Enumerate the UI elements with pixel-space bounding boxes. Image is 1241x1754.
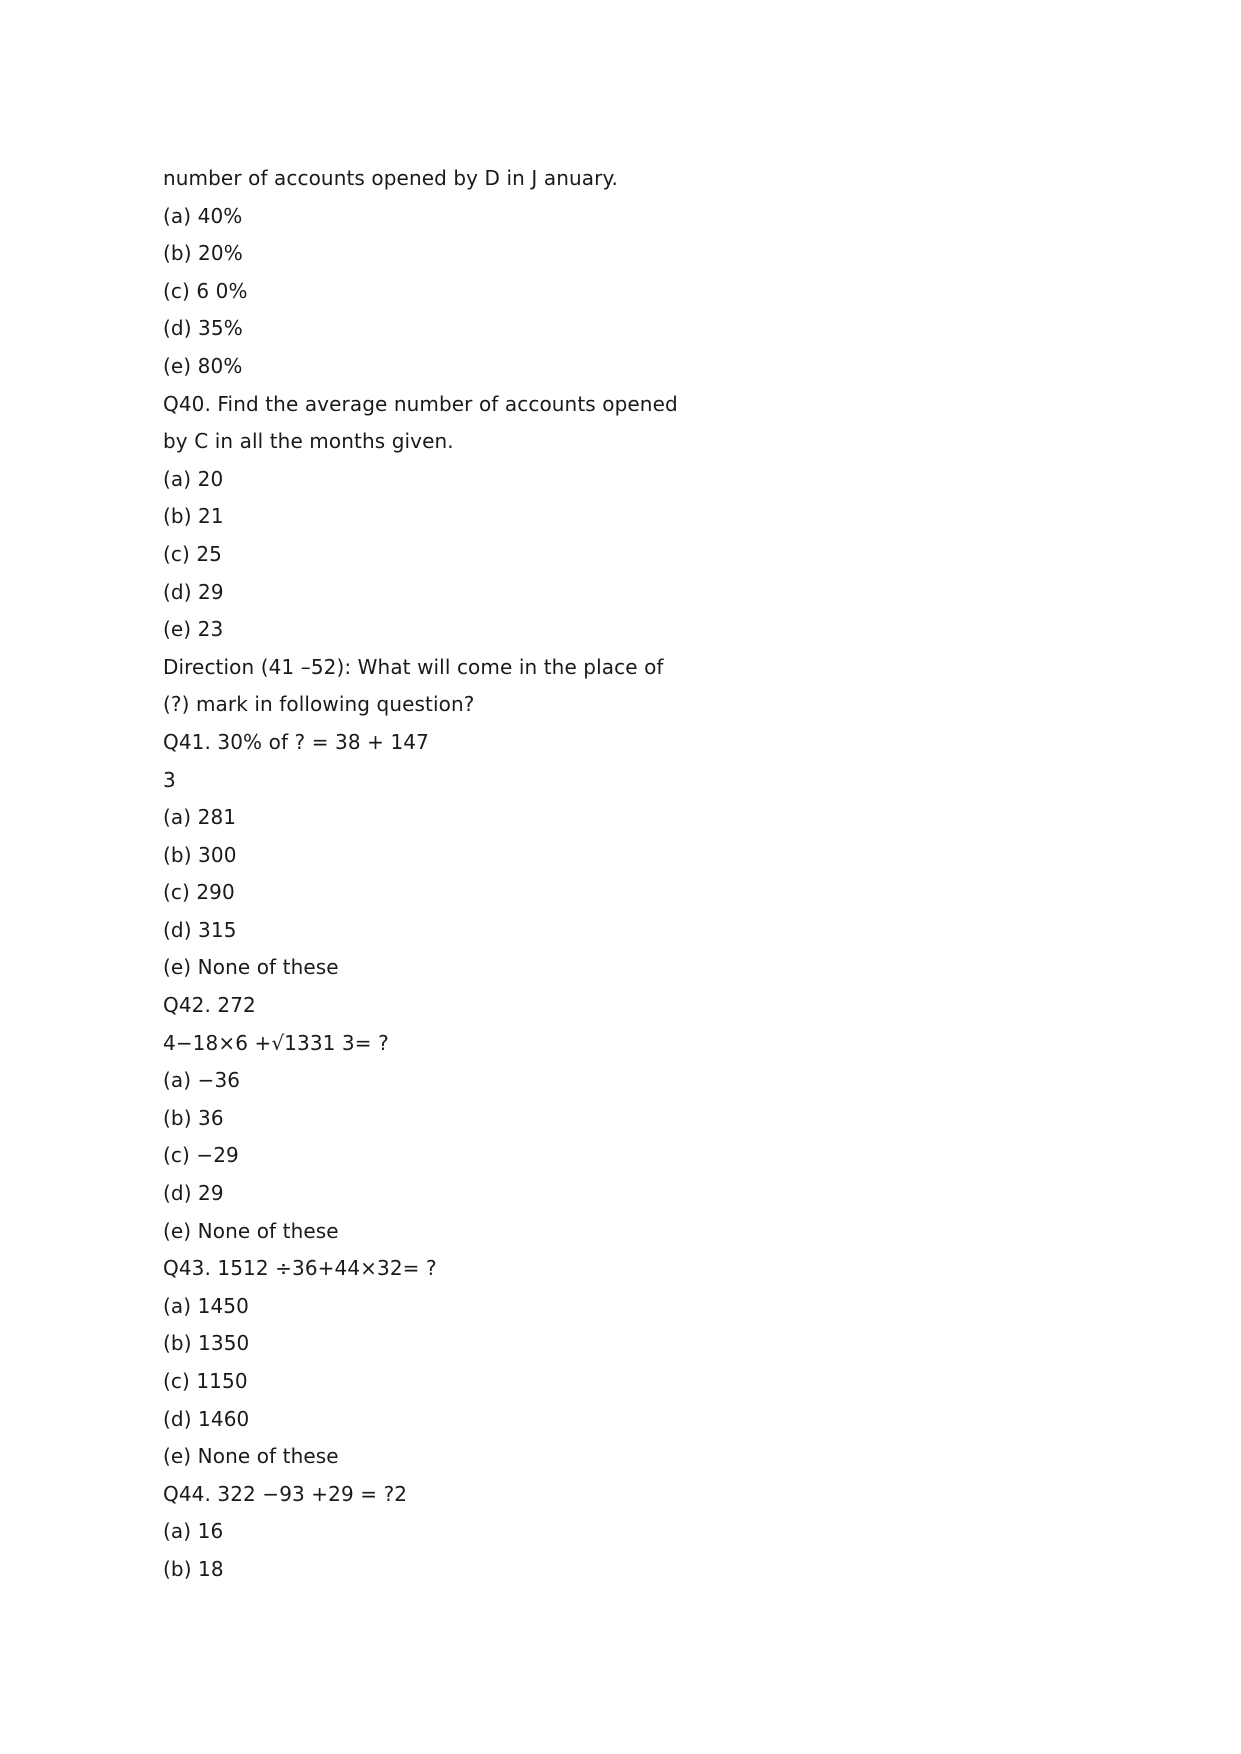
text-line: Q42. 272	[163, 993, 256, 1018]
text-line: Q43. 1512 ÷36+44×32= ?	[163, 1256, 437, 1281]
text-line: 4−18×6 +√1331 3= ?	[163, 1030, 389, 1055]
text-line: (d) 29	[163, 579, 224, 604]
text-line: (a) 16	[163, 1519, 224, 1544]
text-line: (b) 20%	[163, 241, 243, 266]
text-line: (b) 1350	[163, 1331, 250, 1356]
text-line: (a) −36	[163, 1068, 241, 1093]
text-line: (b) 300	[163, 842, 237, 867]
text-line: number of accounts opened by D in J anuary.	[163, 166, 618, 190]
text-line: by C in all the months given.	[163, 429, 454, 454]
text-line: (b) 21	[163, 504, 224, 529]
text-line: Q41. 30% of ? = 38 + 147	[163, 729, 429, 754]
text-line: (d) 1460	[163, 1406, 250, 1431]
document-body	[163, 160, 678, 1589]
text-line: (e) 80%	[163, 353, 243, 378]
text-line: (c) 6 0%	[163, 278, 248, 303]
text-line: (e) None of these	[163, 955, 339, 980]
text-line: (?) mark in following question?	[163, 692, 475, 717]
text-line: (c) 1150	[163, 1369, 248, 1393]
text-line: (d) 29	[163, 1181, 224, 1206]
text-line: (b) 36	[163, 1105, 224, 1130]
text-line: (e) None of these	[163, 1218, 339, 1243]
text-line: 3	[163, 767, 176, 792]
text-line: (d) 315	[163, 917, 237, 942]
text-line: (c) 25	[163, 541, 223, 566]
text-line: (a) 40%	[163, 203, 243, 228]
text-line: (b) 18	[163, 1556, 224, 1581]
text-line: Direction (41 –52): What will come in the place of	[163, 654, 664, 679]
text-line: Q40. Find the average number of accounts opened	[163, 391, 678, 416]
text-line: (e) 23	[163, 617, 224, 642]
text-line: (a) 281	[163, 805, 237, 830]
text-line: (e) None of these	[163, 1444, 339, 1469]
text-line: (d) 35%	[163, 316, 243, 341]
text-line: (a) 1450	[163, 1293, 249, 1318]
text-line: (a) 20	[163, 466, 224, 491]
text-line: (c) −29	[163, 1143, 239, 1168]
text-line: (c) 290	[163, 880, 235, 905]
text-line: Q44. 322 −93 +29 = ?2	[163, 1481, 408, 1506]
